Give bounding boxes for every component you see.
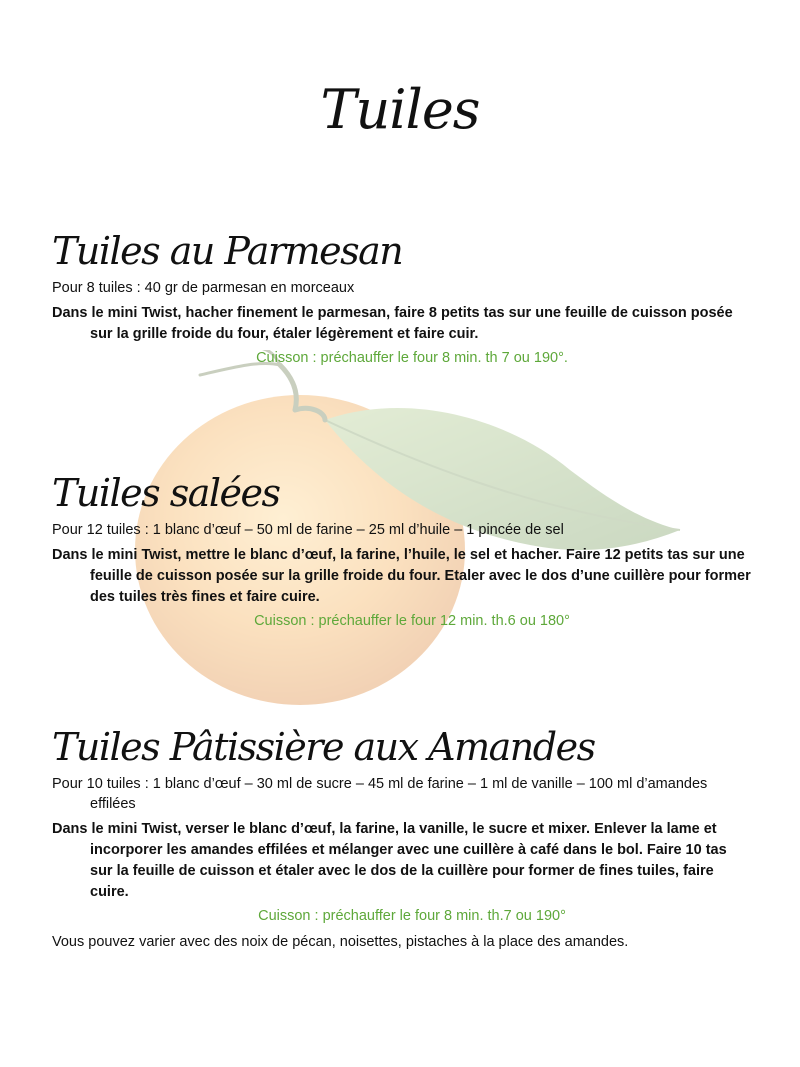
cooking-text: Cuisson : préchauffer le four 12 min. th.6 ou 180°	[254, 613, 570, 629]
section-title: Tuiles au Parmesan	[52, 229, 403, 273]
section-title: Tuiles Pâtissière aux Amandes	[52, 725, 595, 769]
ingredients-text: Pour 8 tuiles : 40 gr de parmesan en morceaux	[52, 280, 355, 296]
recipe-section-amandes	[52, 724, 752, 952]
recipe-section-salees	[52, 470, 752, 631]
variation-note: Vous pouvez varier avec des noix de pécan, noisettes, pistaches à la place des amandes.	[52, 934, 629, 950]
page-title: Tuiles	[320, 78, 480, 141]
recipe-section-parmesan	[52, 228, 752, 368]
instructions-text: Dans le mini Twist, verser le blanc d’œuf, la farine, la vanille, le sucre et mixer. Enlever la lame et incorporer les amandes effilées et mélanger avec une cuillère à café dans le bol. Faire 10 tas sur la feuille de cuisson et étaler avec le dos de la cuillère pour former de fines tuiles, faire cuire.	[52, 821, 727, 900]
instructions-text: Dans le mini Twist, mettre le blanc d’œuf, la farine, l’huile, le sel et hacher. Faire 12 petits tas sur une feuille de cuisson posée sur la grille froide du four. Etaler avec le dos d’une cuillère pour former des tuiles très fines et faire cuire.	[52, 547, 751, 605]
cooking-text: Cuisson : préchauffer le four 8 min. th 7 ou 190°.	[256, 350, 568, 366]
cooking-text: Cuisson : préchauffer le four 8 min. th.7 ou 190°	[258, 908, 566, 924]
instructions-text: Dans le mini Twist, hacher finement le parmesan, faire 8 petits tas sur une feuille de cuisson posée sur la grille froide du four, étaler légèrement et faire cuir.	[52, 305, 733, 342]
ingredients-text: Pour 12 tuiles : 1 blanc d’œuf – 50 ml de farine – 25 ml d’huile – 1 pincée de sel	[52, 522, 564, 538]
section-title: Tuiles salées	[52, 471, 280, 515]
ingredients-text: Pour 10 tuiles : 1 blanc d’œuf – 30 ml de sucre – 45 ml de farine – 1 ml de vanille – 100 ml d’amandes effilées	[52, 776, 708, 812]
